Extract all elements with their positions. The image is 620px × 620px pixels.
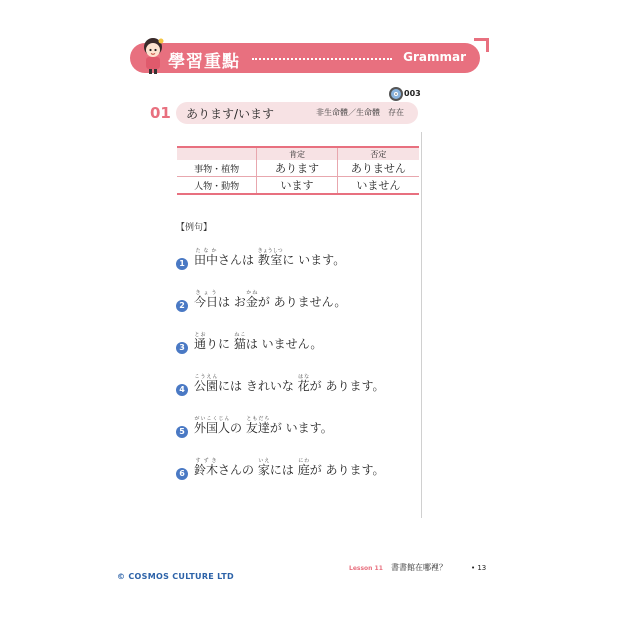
furigana-word [297, 374, 310, 393]
furigana-word [194, 290, 219, 309]
example-sentence [176, 290, 416, 318]
grammar-point-title: あります/います [186, 107, 275, 121]
page-divider-line [421, 132, 422, 518]
furigana-reading: はな [297, 374, 310, 380]
furigana-reading: ともだち [245, 416, 270, 422]
kanji-base: 通 [194, 337, 207, 351]
kanji-base: 友達 [245, 421, 270, 435]
furigana-reading: きょう [194, 290, 219, 296]
sentence-text: さんの [218, 463, 258, 477]
furigana-reading: こうえん [194, 374, 219, 380]
kanji-base: 田中 [194, 253, 219, 267]
furigana-word [297, 458, 310, 477]
sentence-text: さんは [218, 253, 258, 267]
furigana-reading: きょうしつ [257, 248, 283, 254]
table-header-cell: 否定 [337, 147, 419, 160]
example-text [194, 290, 346, 310]
row-label: 人物・動物 [177, 177, 257, 195]
kanji-base: 外国人 [194, 421, 231, 435]
examples-label: 【例句】 [176, 223, 213, 233]
example-sentence [176, 458, 416, 486]
kanji-base: 今日 [194, 295, 219, 309]
sentence-text: りに [206, 337, 234, 351]
kanji-base: 金 [245, 295, 258, 309]
table-header-row [177, 147, 419, 160]
furigana-word [233, 332, 246, 351]
sentence-text: の [230, 421, 246, 435]
example-number-badge: 4 [176, 384, 188, 396]
positive-form: あります [257, 160, 337, 177]
example-text [194, 248, 345, 268]
section-banner [130, 43, 480, 73]
section-subtitle: Grammar [403, 50, 466, 64]
example-text [194, 332, 322, 352]
sentence-text: は お [218, 295, 246, 309]
furigana-reading: にわ [297, 458, 310, 464]
kanji-base: 公園 [194, 379, 219, 393]
furigana-word [257, 248, 283, 267]
grammar-point-bar [176, 102, 418, 124]
sentence-text: が います。 [269, 421, 333, 435]
kanji-base: 花 [297, 379, 310, 393]
example-number-badge: 2 [176, 300, 188, 312]
example-number-badge: 6 [176, 468, 188, 480]
copyright-text: © COSMOS CULTURE LTD [117, 572, 234, 581]
furigana-word [257, 458, 270, 477]
furigana-reading: かね [245, 290, 258, 296]
corner-accent [486, 38, 489, 52]
mascot-illustration [137, 36, 169, 76]
table-row [177, 160, 419, 177]
grammar-point-note: 非生命體／生命體 存在 [316, 108, 404, 117]
banner-dotted-divider [252, 58, 392, 60]
lesson-title: 書書館在哪裡？ [391, 563, 447, 572]
sentence-text: が あります。 [309, 379, 385, 393]
furigana-word [245, 416, 270, 435]
sentence-text: に います。 [282, 253, 346, 267]
kanji-base: 庭 [297, 463, 310, 477]
furigana-word [194, 248, 219, 267]
kanji-base: 猫 [233, 337, 246, 351]
table-row [177, 177, 419, 195]
sentence-text: が ありません。 [257, 295, 347, 309]
row-label: 事物・植物 [177, 160, 257, 177]
example-text [194, 416, 333, 436]
sentence-text: が あります。 [309, 463, 385, 477]
furigana-reading: すずき [194, 458, 218, 464]
furigana-word [194, 416, 231, 435]
example-number-badge: 5 [176, 426, 188, 438]
cd-icon[interactable] [388, 86, 404, 102]
page-number: • 13 [471, 564, 487, 572]
furigana-word [194, 374, 219, 393]
sentence-text: は いません。 [245, 337, 323, 351]
example-number-badge: 1 [176, 258, 188, 270]
audio-track-number: 003 [404, 89, 421, 98]
kanji-base: 鈴木 [194, 463, 219, 477]
sentence-text: には きれいな [218, 379, 298, 393]
furigana-word [194, 458, 219, 477]
furigana-word [245, 290, 258, 309]
positive-form: います [257, 177, 337, 195]
negative-form: いません [337, 177, 419, 195]
negative-form: ありません [337, 160, 419, 177]
table-header-cell [177, 147, 257, 160]
table-header-cell: 肯定 [257, 147, 337, 160]
furigana-reading: たなか [194, 248, 219, 254]
section-title: 學習重點 [168, 52, 240, 72]
example-sentence [176, 374, 416, 402]
furigana-word [194, 332, 207, 351]
furigana-reading: ねこ [233, 332, 246, 338]
example-text [194, 374, 385, 394]
example-sentence [176, 416, 416, 444]
conjugation-table [177, 146, 419, 195]
furigana-reading: とお [194, 332, 207, 338]
example-sentence [176, 248, 416, 276]
example-text [194, 458, 385, 478]
example-number-badge: 3 [176, 342, 188, 354]
kanji-base: 家 [257, 463, 270, 477]
sentence-text: には [269, 463, 298, 477]
kanji-base: 教室 [257, 253, 283, 267]
furigana-reading: がいこくじん [194, 416, 231, 422]
furigana-reading: いえ [257, 458, 270, 464]
lesson-label: Lesson 11 [349, 565, 383, 572]
grammar-point-number: 01 [150, 104, 171, 122]
example-sentence [176, 332, 416, 360]
